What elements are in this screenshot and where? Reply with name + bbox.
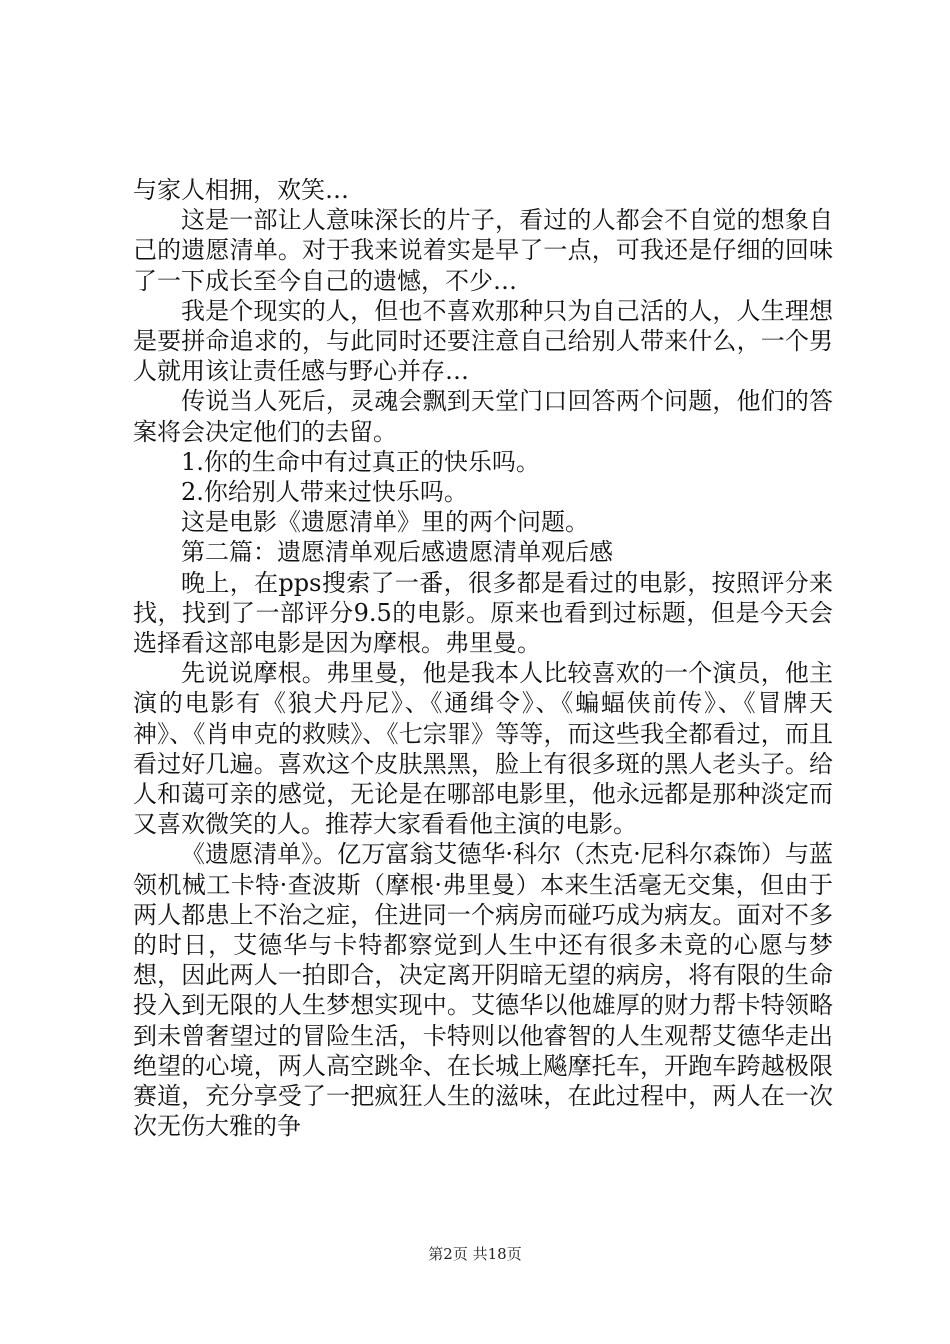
paragraph: 我是个现实的人，但也不喜欢那种只为自己活的人，人生理想是要拼命追求的，与此同时还要注意自己给别人带来什么，一个男人就用该让责任感与野心并存… — [133, 296, 833, 386]
paragraph: 《遗愿清单》。亿万富翁艾德华·科尔（杰克·尼科尔森饰）与蓝领机械工卡特·查波斯（摩根·弗里曼）本来生活毫无交集，但由于两人都患上不治之症，住进同一个病房而碰巧成为病友。面对不多的时日，艾德华与卡特都察觉到人生中还有很多未竟的心愿与梦想，因此两人一拍即合，决定离开阴暗无望的病房，将有限的生命投入到无限的人生梦想实现中。艾德华以他雄厚的财力帮卡特领略到未曾奢望过的冒险生活，卡特则以他睿智的人生观帮艾德华走出绝望的心境，两人高空跳伞、在长城上飚摩托车，开跑车跨越极限赛道，充分享受了一把疯狂人生的滋味，在此过程中，两人在一次次无伤大雅的争 — [133, 840, 833, 1141]
paragraph: 这是电影《遗愿清单》里的两个问题。 — [181, 508, 589, 537]
section-heading: 第二篇：遗愿清单观后感遗愿清单观后感 — [181, 538, 613, 567]
list-item-question-2: 2.你给别人带来过快乐吗。 — [181, 478, 468, 507]
paragraph-continuation: 与家人相拥，欢笑… — [133, 176, 349, 204]
paragraph: 传说当人死后，灵魂会飘到天堂门口回答两个问题，他们的答案将会决定他们的去留。 — [133, 387, 833, 446]
list-item-question-1: 1.你的生命中有过真正的快乐吗。 — [181, 447, 540, 476]
document-body — [133, 175, 833, 1142]
paragraph: 晚上，在pps搜索了一番，很多都是看过的电影，按照评分来找，找到了一部评分9.5的电影。原来也看到过标题，但是今天会选择看这部电影是因为摩根。弗里曼。 — [133, 568, 833, 658]
page-number-footer: 第2页 共18页 — [428, 1245, 522, 1263]
paragraph: 先说说摩根。弗里曼，他是我本人比较喜欢的一个演员，他主演的电影有《狼犬丹尼》、《通缉令》、《蝙蝠侠前传》、《冒牌天神》、《肖申克的救赎》、《七宗罪》等等，而这些我全都看过，而且看过好几遍。喜欢这个皮肤黑黑，脸上有很多斑的黑人老头子。给人和蔼可亲的感觉，无论是在哪部电影里，他永远都是那种淡定而又喜欢微笑的人。推荐大家看看他主演的电影。 — [133, 659, 833, 839]
paragraph: 这是一部让人意味深长的片子，看过的人都会不自觉的想象自己的遗愿清单。对于我来说着实是早了一点，可我还是仔细的回味了一下成长至今自己的遗憾，不少… — [133, 206, 833, 295]
